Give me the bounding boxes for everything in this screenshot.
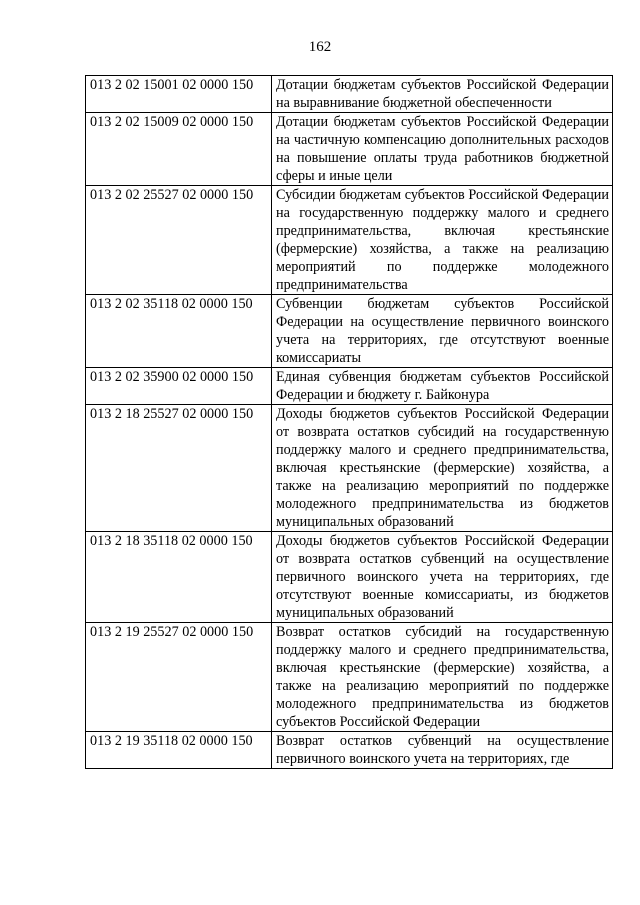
budget-code-cell: 013 2 02 35118 02 0000 150 — [86, 295, 272, 368]
page-number: 162 — [308, 39, 332, 55]
table-row — [86, 532, 613, 623]
table-row — [86, 295, 613, 368]
description-cell: Единая субвенция бюджетам субъектов Российской Федерации и бюджету г. Байконура — [272, 368, 613, 405]
description-cell: Возврат остатков субвенций на осуществление первичного воинского учета на территориях, где — [272, 732, 613, 769]
table-row — [86, 405, 613, 532]
table-row — [86, 623, 613, 732]
budget-code-cell: 013 2 19 25527 02 0000 150 — [86, 623, 272, 732]
description-cell: Дотации бюджетам субъектов Российской Федерации на выравнивание бюджетной обеспеченности — [272, 76, 613, 113]
table-row — [86, 186, 613, 295]
budget-code-cell: 013 2 02 15009 02 0000 150 — [86, 113, 272, 186]
budget-code-table — [85, 75, 613, 769]
description-cell: Доходы бюджетов субъектов Российской Федерации от возврата остатков субвенций на осуществление первичного воинского учета на территориях, где отсутствуют военные комиссариаты, из бюджетов муниципальных образований — [272, 532, 613, 623]
description-cell: Субвенции бюджетам субъектов Российской Федерации на осуществление первичного воинского учета на территориях, где отсутствуют военные комиссариаты — [272, 295, 613, 368]
description-cell: Возврат остатков субсидий на государственную поддержку малого и среднего предпринимательства, включая крестьянские (фермерские) хозяйства, а также на реализацию мероприятий по поддержке молодежного предпринимательства из бюджетов субъектов Российской Федерации — [272, 623, 613, 732]
budget-code-cell: 013 2 18 25527 02 0000 150 — [86, 405, 272, 532]
budget-code-cell: 013 2 02 25527 02 0000 150 — [86, 186, 272, 295]
table-row — [86, 76, 613, 113]
description-cell: Доходы бюджетов субъектов Российской Федерации от возврата остатков субсидий на государственную поддержку малого и среднего предпринимательства, включая крестьянские (фермерские) хозяйства, а также на реализацию мероприятий по поддержке молодежного предпринимательства из бюджетов муниципальных образований — [272, 405, 613, 532]
table-row — [86, 113, 613, 186]
table-row — [86, 368, 613, 405]
budget-code-cell: 013 2 02 35900 02 0000 150 — [86, 368, 272, 405]
budget-code-cell: 013 2 02 15001 02 0000 150 — [86, 76, 272, 113]
table-row — [86, 732, 613, 769]
description-cell: Субсидии бюджетам субъектов Российской Федерации на государственную поддержку малого и среднего предпринимательства, включая крестьянские (фермерские) хозяйства, а также на реализацию мероприятий по поддержке молодежного предпринимательства — [272, 186, 613, 295]
budget-code-cell: 013 2 18 35118 02 0000 150 — [86, 532, 272, 623]
description-cell: Дотации бюджетам субъектов Российской Федерации на частичную компенсацию дополнительных расходов на повышение оплаты труда работников бюджетной сферы и иные цели — [272, 113, 613, 186]
budget-code-cell: 013 2 19 35118 02 0000 150 — [86, 732, 272, 769]
